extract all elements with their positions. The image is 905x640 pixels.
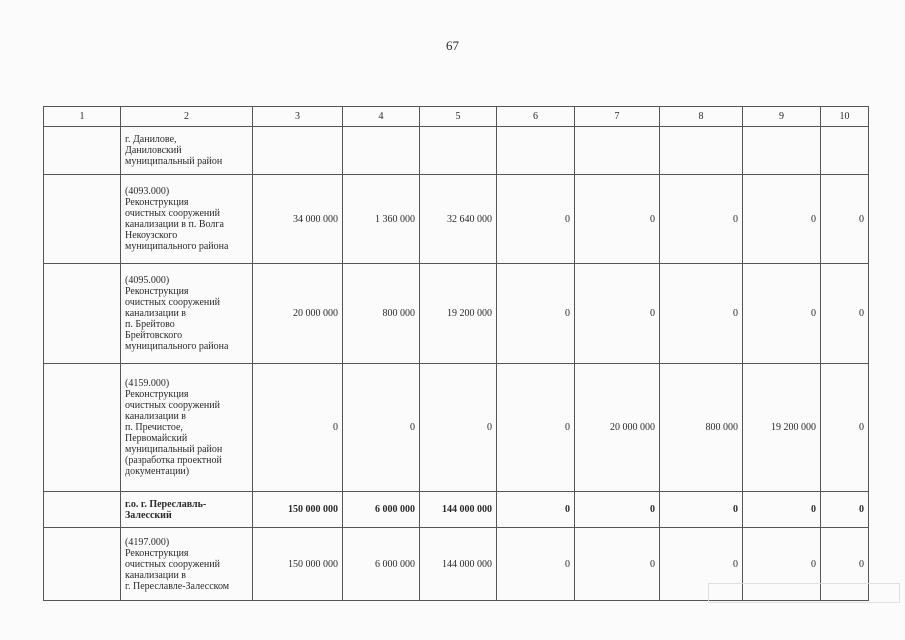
table-cell-col-5: 144 000 000 xyxy=(420,492,497,528)
table-row xyxy=(44,492,869,528)
table-row xyxy=(44,175,869,264)
table-cell-col-9 xyxy=(743,127,821,175)
table-cell-col-1 xyxy=(44,127,121,175)
column-header: 3 xyxy=(253,107,343,127)
table-cell-col-7: 0 xyxy=(575,264,660,364)
table-cell-col-4 xyxy=(343,127,420,175)
table-cell-col-3: 20 000 000 xyxy=(253,264,343,364)
table-cell-col-2: г.о. г. Переславль- Залесский xyxy=(121,492,253,528)
table-cell-col-8: 0 xyxy=(660,264,743,364)
table-cell-col-8: 0 xyxy=(660,528,743,601)
table-cell-col-2: (4159.000) Реконструкция очистных сооружений канализации в п. Пречистое, Первомайский муниципальный район (разработка проектной документации) xyxy=(121,364,253,492)
header-row xyxy=(44,107,869,127)
table-cell-col-9: 19 200 000 xyxy=(743,364,821,492)
column-header: 9 xyxy=(743,107,821,127)
column-header: 8 xyxy=(660,107,743,127)
table-cell-col-9: 0 xyxy=(743,264,821,364)
table-cell-col-7 xyxy=(575,127,660,175)
table-cell-col-2: (4197.000) Реконструкция очистных сооружений канализации в г. Переславле-Залесском xyxy=(121,528,253,601)
page-number: 67 xyxy=(446,38,459,53)
table-cell-col-8: 800 000 xyxy=(660,364,743,492)
column-header: 7 xyxy=(575,107,660,127)
column-header: 5 xyxy=(420,107,497,127)
table-cell-col-3: 34 000 000 xyxy=(253,175,343,264)
table-cell-col-6: 0 xyxy=(497,175,575,264)
table-cell-col-1 xyxy=(44,528,121,601)
column-header: 6 xyxy=(497,107,575,127)
table-cell-col-3 xyxy=(253,127,343,175)
column-header: 2 xyxy=(121,107,253,127)
table-cell-col-8 xyxy=(660,127,743,175)
column-header: 4 xyxy=(343,107,420,127)
table-cell-col-4: 0 xyxy=(343,364,420,492)
table-cell-col-4: 800 000 xyxy=(343,264,420,364)
table-cell-col-9: 0 xyxy=(743,528,821,601)
table-cell-col-4: 6 000 000 xyxy=(343,492,420,528)
table-cell-col-4: 1 360 000 xyxy=(343,175,420,264)
table-row xyxy=(44,364,869,492)
table-cell-col-10 xyxy=(821,127,869,175)
table-cell-col-9: 0 xyxy=(743,175,821,264)
table-cell-col-10: 0 xyxy=(821,528,869,601)
scan-watermark xyxy=(708,583,900,603)
table-cell-col-10: 0 xyxy=(821,175,869,264)
table-cell-col-1 xyxy=(44,364,121,492)
table-body xyxy=(44,127,869,601)
table-cell-col-7: 0 xyxy=(575,528,660,601)
table-cell-col-1 xyxy=(44,492,121,528)
table-cell-col-2: г. Данилове, Даниловский муниципальный район xyxy=(121,127,253,175)
budget-table xyxy=(43,106,869,601)
table-cell-col-3: 150 000 000 xyxy=(253,492,343,528)
table-cell-col-4: 6 000 000 xyxy=(343,528,420,601)
table-cell-col-2: (4095.000) Реконструкция очистных сооружений канализации в п. Брейтово Брейтовского муниципального района xyxy=(121,264,253,364)
table-cell-col-5 xyxy=(420,127,497,175)
table-cell-col-7: 20 000 000 xyxy=(575,364,660,492)
table-cell-col-10: 0 xyxy=(821,492,869,528)
table-cell-col-9: 0 xyxy=(743,492,821,528)
table-cell-col-5: 32 640 000 xyxy=(420,175,497,264)
table-cell-col-5: 0 xyxy=(420,364,497,492)
table-cell-col-6: 0 xyxy=(497,528,575,601)
table-cell-col-7: 0 xyxy=(575,492,660,528)
table-cell-col-6: 0 xyxy=(497,364,575,492)
table-cell-col-7: 0 xyxy=(575,175,660,264)
table-cell-col-3: 0 xyxy=(253,364,343,492)
table-cell-col-1 xyxy=(44,264,121,364)
table-cell-col-6: 0 xyxy=(497,492,575,528)
table-cell-col-5: 144 000 000 xyxy=(420,528,497,601)
column-header: 10 xyxy=(821,107,869,127)
table-cell-col-3: 150 000 000 xyxy=(253,528,343,601)
table-cell-col-8: 0 xyxy=(660,175,743,264)
table-cell-col-10: 0 xyxy=(821,364,869,492)
column-header: 1 xyxy=(44,107,121,127)
table-cell-col-10: 0 xyxy=(821,264,869,364)
table-cell-col-8: 0 xyxy=(660,492,743,528)
table-row xyxy=(44,127,869,175)
table-cell-col-1 xyxy=(44,175,121,264)
table-cell-col-6 xyxy=(497,127,575,175)
table-row xyxy=(44,264,869,364)
table-cell-col-5: 19 200 000 xyxy=(420,264,497,364)
table-cell-col-6: 0 xyxy=(497,264,575,364)
table-cell-col-2: (4093.000) Реконструкция очистных сооружений канализации в п. Волга Некоузского муниципального района xyxy=(121,175,253,264)
